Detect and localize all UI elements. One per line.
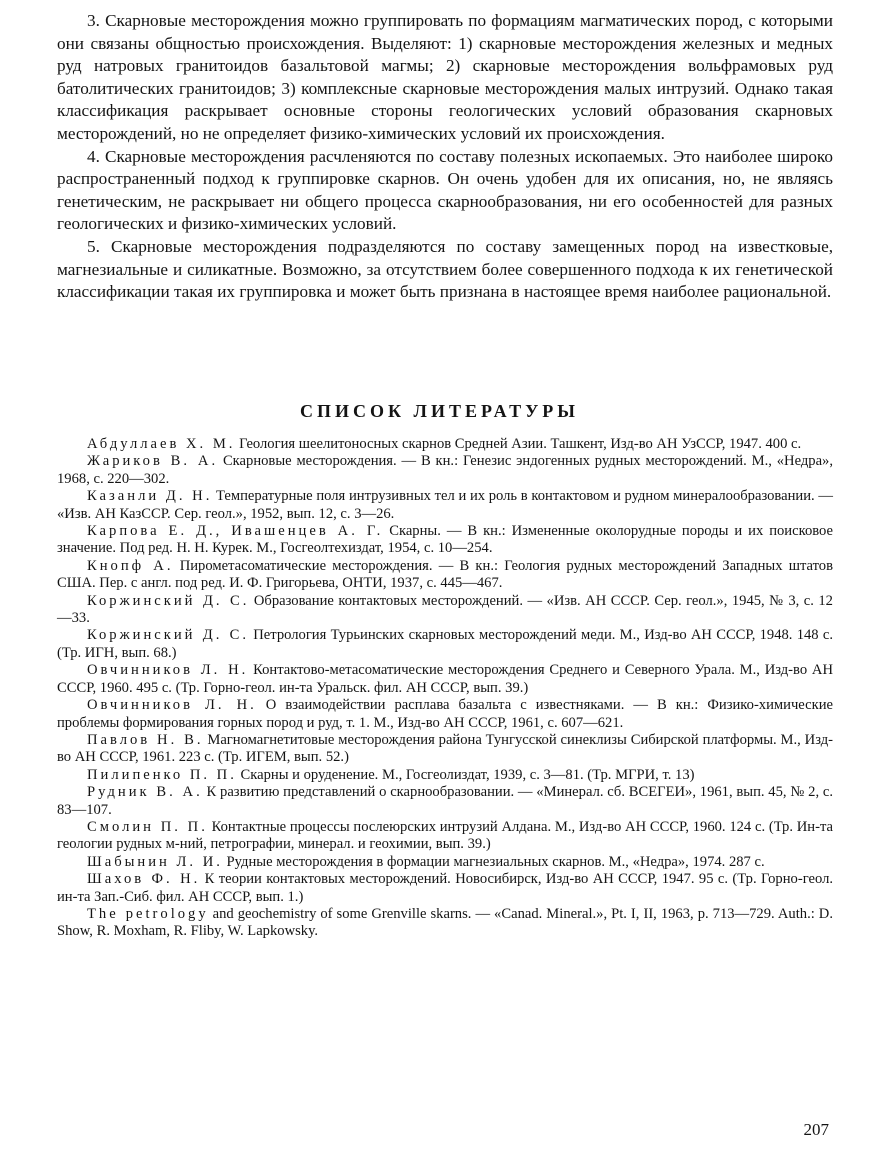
reference-author: Рудник В. А. xyxy=(87,784,203,801)
reference-text: Контактные процессы послеюрских интрузий Алдана. М., Изд-во АН СССР, 1960. 124 с. (Тр. Ин-та геологии рудных м-ний, петрографии, минерал. и геохимии, вып. 39.) xyxy=(57,818,833,853)
reference-item xyxy=(57,558,833,593)
reference-text: Петрология Турьинских скарновых месторождений меди. М., Изд-во АН СССР, 1948. 148 с. (Тр. ИГН, вып. 68.) xyxy=(57,627,833,661)
reference-text: К теории контактовых месторождений. Новосибирск, Изд-во АН СССР, 1947. 95 с. (Тр. Горно-геол. ин-та Зап.-Сиб. фил. АН СССР, вып. 1.) xyxy=(57,871,834,905)
reference-text: Магномагнетитовые месторождения района Тунгусской синеклизы Сибирской платформы. М., Изд-во АН СССР, 1961. 223 с. (Тр. ИГЕМ, вып. 52.) xyxy=(57,731,833,766)
reference-author: The petrology xyxy=(87,905,209,922)
reference-text: Скарны и оруденение. М., Госгеолиздат, 1939, с. 3—81. (Тр. МГРИ, т. 13) xyxy=(236,766,695,783)
body-text xyxy=(57,10,833,304)
reference-author: Овчинников Л. Н. xyxy=(87,662,249,679)
reference-item xyxy=(57,488,833,523)
reference-item xyxy=(57,593,833,628)
reference-text: Контактово-метасоматические месторождения Среднего и Северного Урала. М., Изд-во АН СССР, 1960. 495 с. (Тр. Горно-геол. ин-та Уральск. фил. АН СССР, вып. 39.) xyxy=(57,662,833,696)
references-list xyxy=(57,436,833,941)
reference-author: Казанли Д. Н. xyxy=(87,488,213,505)
reference-text: Пирометасоматические месторождения. — В кн.: Геология рудных месторождений Западных штатов США. Пер. с англ. под ред. И. Ф. Григорьева, ОНТИ, 1937, с. 445—467. xyxy=(57,557,833,592)
reference-author: Шахов Ф. Н. xyxy=(87,871,201,888)
reference-item xyxy=(57,784,833,819)
reference-author: Шабынин Л. И. xyxy=(87,853,223,870)
reference-author: Коржинский Д. С. xyxy=(87,627,249,644)
reference-text: Геология шеелитоносных скарнов Средней Азии. Ташкент, Изд-во АН УзССР, 1947. 400 с. xyxy=(235,436,802,452)
page-number: 207 xyxy=(803,1120,829,1139)
reference-text: Скарновые месторождения. — В кн.: Генезис эндогенных рудных месторождений. М., «Недра», 1968, с. 220—302. xyxy=(57,453,833,487)
reference-author: Кнопф А. xyxy=(87,557,174,574)
references-heading: СПИСОК ЛИТЕРАТУРЫ xyxy=(300,401,579,421)
reference-item xyxy=(57,523,833,558)
reference-author: Коржинский Д. С. xyxy=(87,592,250,609)
reference-item xyxy=(57,854,833,871)
reference-author: Овчинников Л. Н. xyxy=(87,697,257,714)
reference-item xyxy=(57,819,833,854)
reference-item xyxy=(57,436,833,453)
reference-text: Образование контактовых месторождений. — «Изв. АН СССР. Сер. геол.», 1945, № 3, с. 12—33. xyxy=(57,592,833,627)
reference-author: Жариков В. А. xyxy=(87,453,219,470)
reference-item xyxy=(57,697,833,732)
paragraph-5: 5. Скарновые месторождения подразделяются по составу замещенных пород на известковые, магнезиальные и силикатные. Возможно, за отсутствием более совершенного подхода к их генетической классификации такая их группировка и может быть признана в настоящее время наиболее рациональной. xyxy=(57,236,833,302)
reference-text: О взаимодействии расплава базальта с известняками. — В кн.: Физико-химические проблемы формирования горных пород и руд, т. 1. М., Изд-во АН СССР, 1961, с. 607—621. xyxy=(57,697,833,731)
reference-item xyxy=(57,627,833,662)
reference-item xyxy=(57,767,833,784)
reference-item xyxy=(57,906,833,941)
reference-author: Пилипенко П. П. xyxy=(87,766,237,783)
reference-text: Температурные поля интрузивных тел и их роль в контактовом и рудном минералообразовании. — «Изв. АН КазССР. Сер. геол.», 1952, вып. 12, с. 3—26. xyxy=(57,488,833,522)
reference-author: Карпова Е. Д., Ивашенцев А. Г. xyxy=(87,523,384,540)
reference-text: Рудные месторождения в формации магнезиальных скарнов. М., «Недра», 1974. 287 с. xyxy=(222,853,765,870)
paragraph-4: 4. Скарновые месторождения расчленяются по составу полезных ископаемых. Это наиболее широко распространенный подход к группировке скарнов. Он очень удобен для их описания, но, не являясь генетическим, не раскрывает ни общего процесса скарнообразования, ни его особенностей для разных геологических и физико-химических условий. xyxy=(57,146,833,234)
reference-item xyxy=(57,871,833,906)
reference-item xyxy=(57,662,833,697)
reference-text: К развитию представлений о скарнообразовании. — «Минерал. сб. ВСЕГЕИ», 1961, вып. 45, № 2, с. 83—107. xyxy=(57,784,833,818)
reference-author: Абдуллаев Х. М. xyxy=(87,436,236,452)
reference-author: Павлов Н. В. xyxy=(87,731,204,748)
reference-item xyxy=(57,453,833,488)
reference-item xyxy=(57,732,833,767)
reference-text: and geochemistry of some Grenville skarns. — «Canad. Mineral.», Pt. I, II, 1963, p. 713—729. Auth.: D. Show, R. Moxham, R. Fliby, W. Lapkowsky. xyxy=(57,905,833,940)
reference-author: Смолин П. П. xyxy=(87,818,208,835)
reference-text: Скарны. — В кн.: Измененные околорудные породы и их поисковое значение. Под ред. Н. Н. Курек. М., Госгеолтехиздат, 1954, с. 10—254. xyxy=(57,523,833,557)
paragraph-3: 3. Скарновые месторождения можно группировать по формациям магматических пород, с которыми они связаны общностью происхождения. Выделяют: 1) скарновые месторождения железных и медных руд натровых гранитоидов базальтовой магмы; 2) скарновые месторождения вольфрамовых руд батолитических гранитоидов; 3) комплексные скарновые месторождения малых интрузий. Однако такая классификация раскрывает основные стороны геологических условий образования скарновых месторождений, но не определяет физико-химических условий их происхождения. xyxy=(57,11,833,143)
